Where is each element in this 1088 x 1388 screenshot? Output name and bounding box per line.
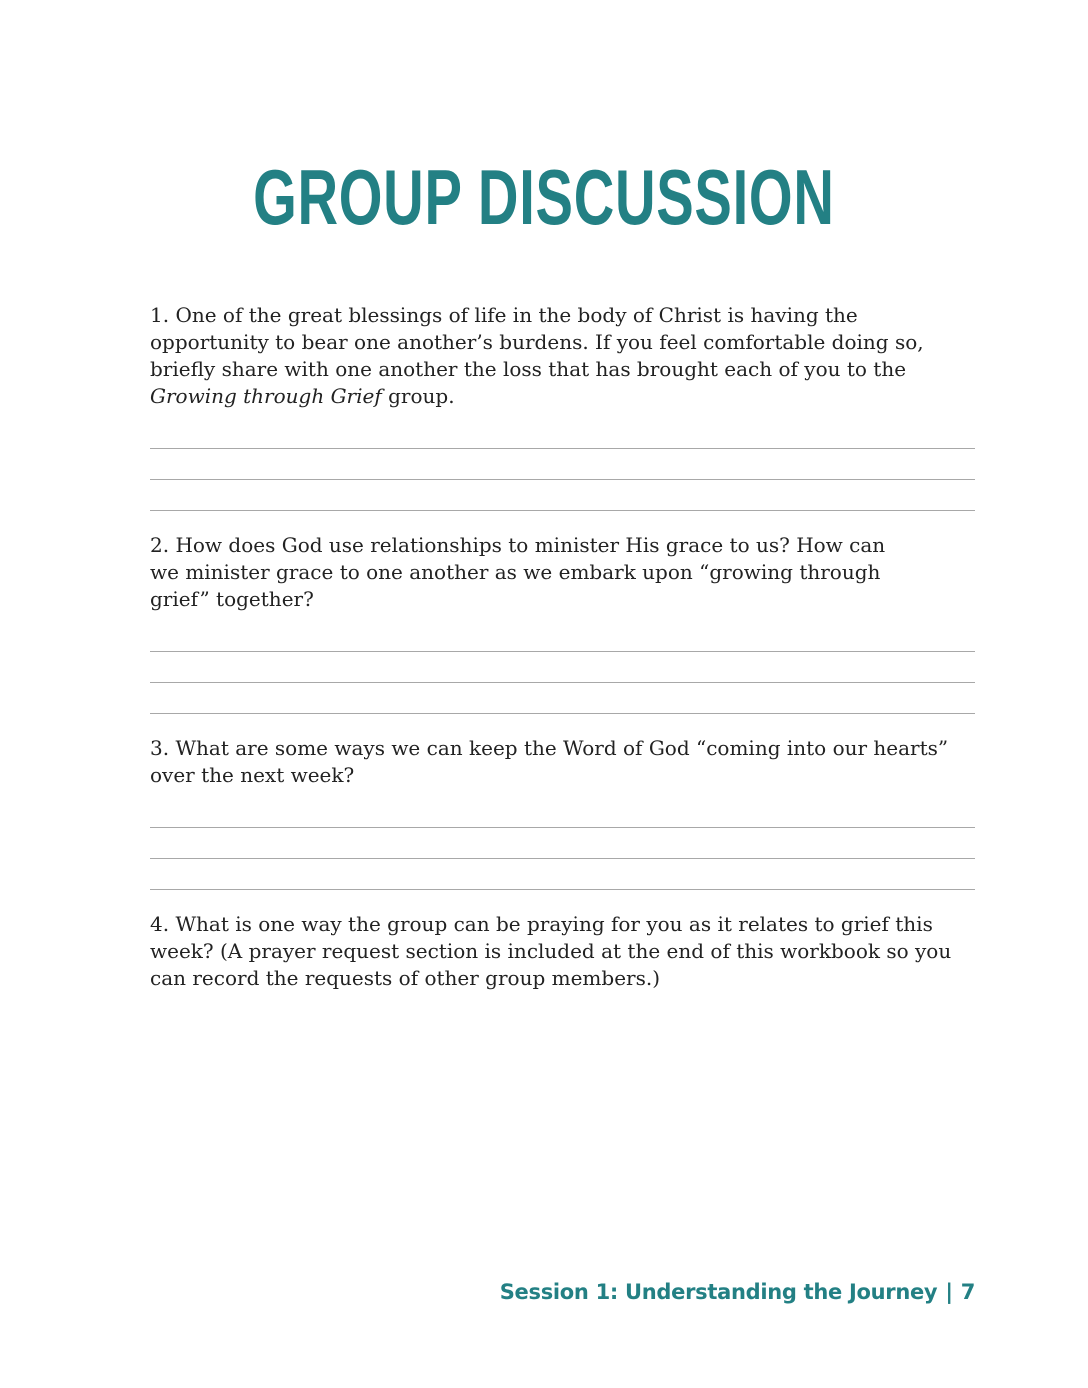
session-title: Session 1: Understanding the Journey [499,1280,938,1304]
answer-line[interactable] [150,827,975,828]
question-2 [150,532,890,613]
page-footer [500,1280,975,1304]
answer-line[interactable] [150,479,975,480]
question-text: group. [381,384,455,408]
answer-line[interactable] [150,651,975,652]
question-text: How does God use relationships to minister His grace to us? How can we minister grace to one another as we embark upon “growing through grief” together? [150,533,886,611]
page-number: 7 [960,1280,975,1304]
answer-line[interactable] [150,510,975,511]
question-text: What is one way the group can be praying for you as it relates to grief this week? (A prayer request section is included at the end of this workbook so you can record the requests of other group members.) [150,912,952,990]
answer-line[interactable] [150,682,975,683]
page-title-text: GROUP DISCUSSION [253,153,835,241]
question-4 [150,911,965,992]
question-number: 3. [150,736,170,760]
question-1 [150,302,940,410]
answer-line[interactable] [150,889,975,890]
question-number: 2. [150,533,170,557]
question-text: One of the great blessings of life in the body of Christ is having the opportunity to bear one another’s burdens. If you feel comfortable doing so, briefly share with one another the loss that has brought each of you to the [150,303,924,381]
question-3 [150,735,975,789]
answer-line[interactable] [150,448,975,449]
page-title [0,152,1088,242]
answer-line[interactable] [150,858,975,859]
answer-line[interactable] [150,713,975,714]
question-text: What are some ways we can keep the Word of God “coming into our hearts” over the next week? [150,736,949,787]
question-number: 4. [150,912,170,936]
question-italic-text: Growing through Grief [150,384,382,408]
question-number: 1. [150,303,170,327]
footer-separator: | [945,1280,953,1304]
